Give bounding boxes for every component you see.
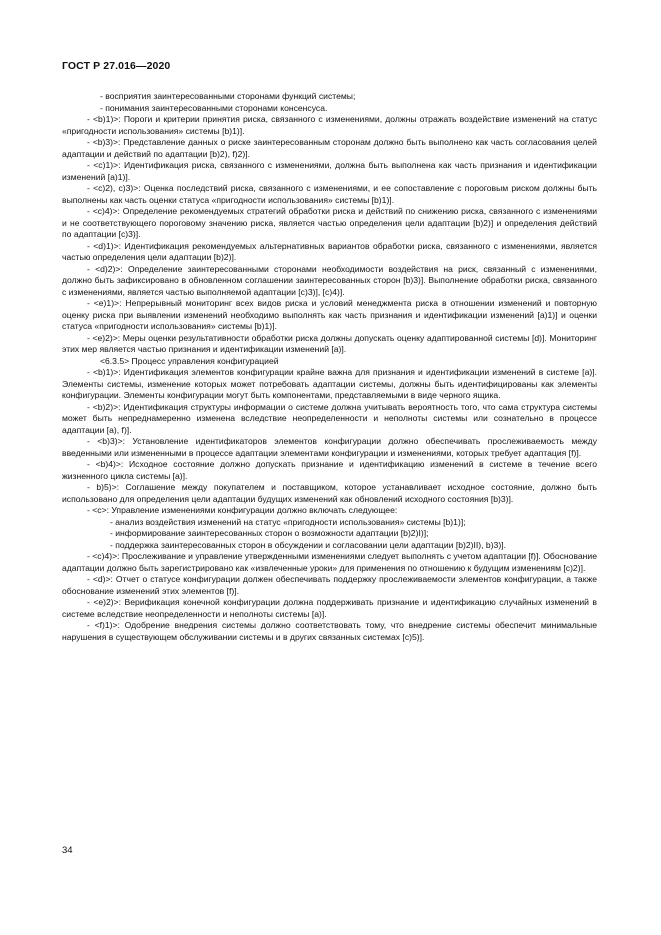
paragraph: - понимания заинтересованными сторонами консенсуса.	[100, 102, 328, 113]
paragraph: - <c)1)>: Идентификация риска, связанного с изменениями, должна быть выполнена как часть признания и идентификации изменений [a)1)].	[62, 160, 597, 182]
page-number: 34	[62, 845, 73, 856]
paragraph: - восприятия заинтересованными сторонами функций системы;	[100, 91, 356, 101]
paragraph: - <c)2), c)3)>: Оценка последствий риска, связанного с изменениями, и ее сопоставление с пороговым риском должны быть выполнены как часть оценки статуса «пригодности использования» системы [b)1)].	[62, 183, 597, 205]
paragraph: - анализ воздействия изменений на статус «пригодности использования» системы [b)1)];	[110, 516, 466, 527]
paragraph: - <e)1)>: Непрерывный мониторинг всех видов риска и условий менеджмента риска в отношении изменений и повторную оценку риска при выявлении изменений необходимо выполнять как часть признания и идентификации изменений [a)1)] и оценки статуса «пригодности использования» системы [b)1)].	[62, 298, 597, 331]
paragraph: - <b)1)>: Пороги и критерии принятия риска, связанного с изменениями, должны отражать воздействие изменений на статус «пригодности использования» системы [b)1)].	[62, 114, 597, 136]
paragraph: - <c)4)>: Определение рекомендуемых стратегий обработки риска и действий по снижению риска, связанного с изменениями и не соответствующего пороговому значению риска, является частью определения цели адаптации [b)2)] и определения действий по адаптации [c)3)].	[62, 206, 597, 239]
paragraph: - <d)2)>: Определение заинтересованными сторонами необходимости воздействия на риск, связанный с изменениями, должно быть зафиксировано в обновленном соглашении заинтересованных сторон [b)3)]. Выполнение обработки риска, связанного с изменениями, является частью выполняемой адаптации [c)3)], [c)4)].	[62, 263, 597, 297]
paragraph: - <b)3)>: Представление данных о риске заинтересованным сторонам должно быть выполнено как часть согласования целей адаптации и действий по адаптации [b)2), f)2)].	[62, 137, 597, 159]
document-header: ГОСТ Р 27.016—2020	[62, 60, 171, 72]
paragraph: - поддержка заинтересованных сторон в обсуждении и согласовании цели адаптации [b)2)II), b)3)].	[110, 539, 506, 550]
paragraph: - b)5)>: Соглашение между покупателем и поставщиком, которое устанавливает исходное состояние, должно быть использовано для определения цели адаптации будущих изменений как обновлений исходного состояния [b)3)].	[62, 482, 597, 504]
paragraph: - <b)2)>: Идентификация структуры информации о системе должна учитывать вероятность того, что сама структура системы может быть непреднамеренно изменена вследствие неопределенности и неполноты системы или сознательно в процессе адаптации [a), f)].	[62, 401, 597, 435]
paragraph: - <d)>: Отчет о статусе конфигурации должен обеспечивать поддержку прослеживаемости элементов конфигурации, а также обоснование изменений этих элементов [f)].	[62, 574, 597, 596]
paragraph: - <f)1)>: Одобрение внедрения системы должно соответствовать тому, что внедрение системы обеспечит минимальные нарушения в существующем обслуживании системы и в других связанных системах [c)5)].	[62, 620, 597, 642]
paragraph: - <e)2)>: Меры оценки результативности обработки риска должны допускать оценку адаптированной системы [d)]. Мониторинг этих мер является частью признания и идентификации изменений [a)].	[62, 332, 597, 354]
paragraph: - <d)1)>: Идентификация рекомендуемых альтернативных вариантов обработки риска, связанного с изменениями, является частью определения цели адаптации [b)2)].	[62, 240, 597, 262]
paragraph: - <b)4)>: Исходное состояние должно допускать признание и идентификацию изменений в системе в течение всего жизненного цикла системы [a)].	[62, 459, 597, 481]
paragraph: - <b)1)>: Идентификация элементов конфигурации крайне важна для признания и идентификации изменений в системе [a)]. Элементы системы, изменение которых может потребовать адаптации системы, должны быть идентифицированы как элементы конфигурации. Элементы конфигурации могут быть компонентами, представляемыми в виде черного ящика.	[62, 367, 597, 400]
section-heading: <6.3.5> Процесс управления конфигурацией	[100, 355, 279, 366]
paragraph: - <c)4)>: Прослеживание и управление утвержденными изменениями следует выполнять с учетом адаптации [f)]. Обоснование адаптации должно быть зарегистрировано как «извлеченные уроки» для применения по отношению к будущим изменениям [c)2)].	[62, 551, 597, 573]
paragraph: - <c>: Управление изменениями конфигурации должно включать следующее:	[87, 505, 398, 515]
paragraph: - информирование заинтересованных сторон о возможности адаптации [b)2)I)];	[110, 528, 429, 538]
paragraph: - <e)2)>: Верификация конечной конфигурации должна поддерживать признание и идентификацию случайных изменений в системе вследствие неопределенности и неполноты системы [a)].	[62, 597, 597, 619]
paragraph: - <b)3)>: Установление идентификаторов элементов конфигурации должно обеспечивать прослеживаемость между введенными или измененными в процессе адаптации элементами конфигурации и изменениями, которых требует адаптация [f)].	[62, 436, 597, 458]
document-body	[62, 91, 597, 643]
